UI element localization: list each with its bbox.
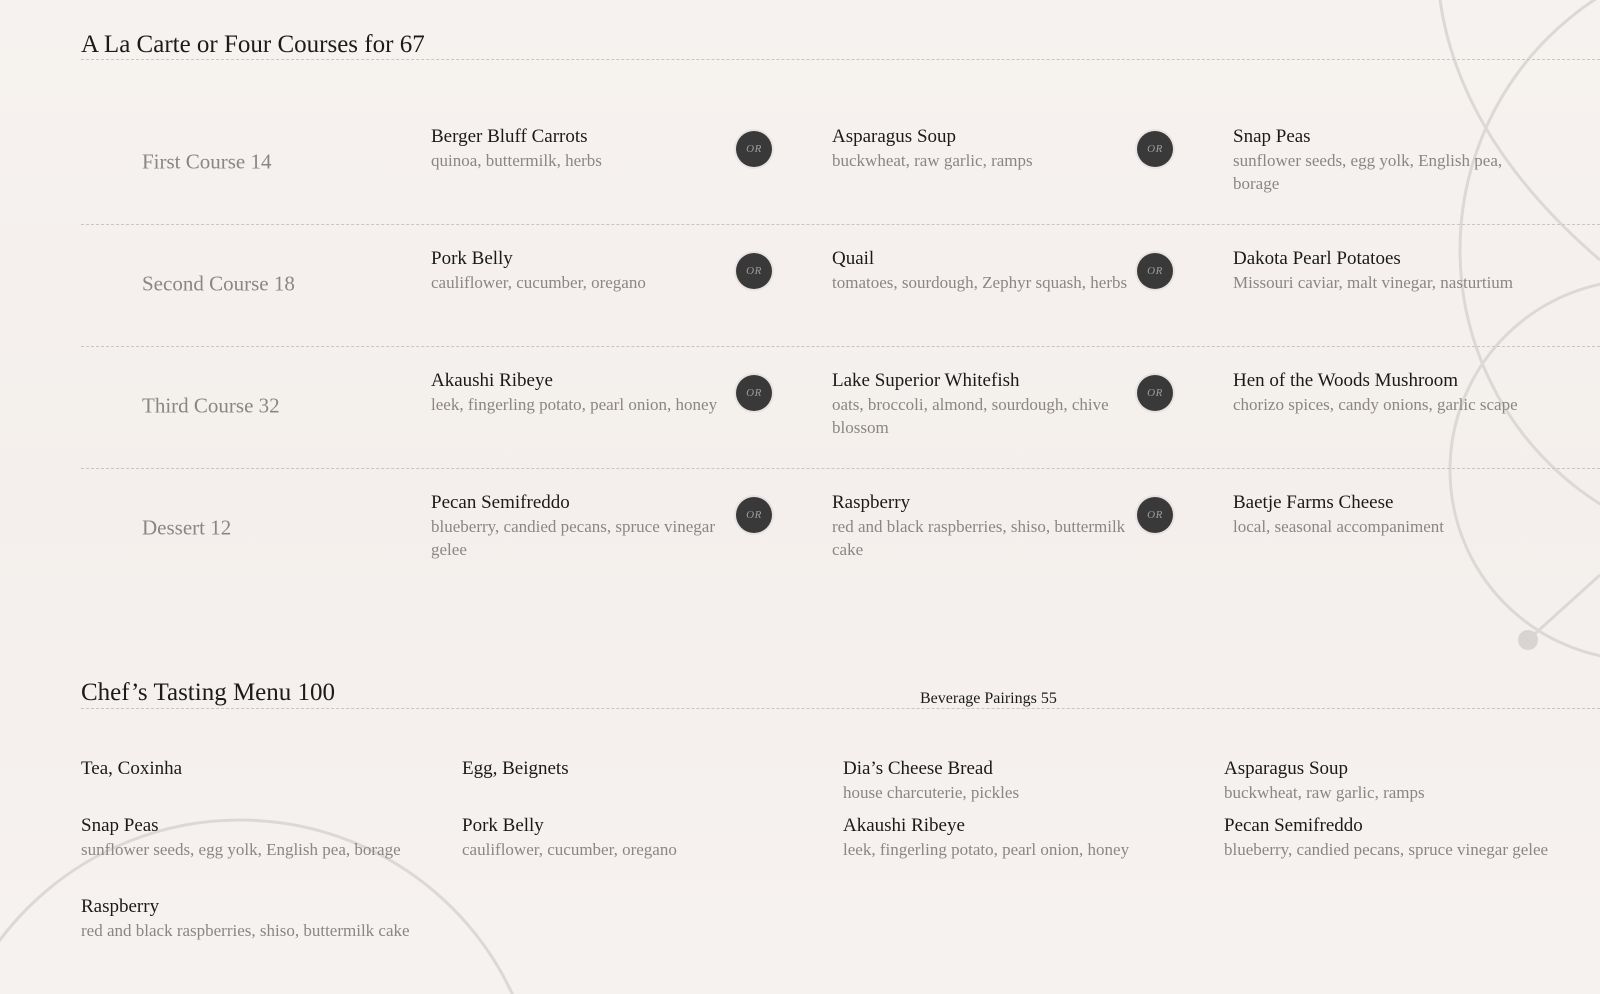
dish-name: Snap Peas: [1233, 126, 1311, 147]
tasting-item-name: Pork Belly: [462, 815, 544, 836]
tasting-item: [1224, 814, 1554, 861]
or-badge-icon: OR: [1137, 497, 1173, 533]
course-label: First Course 14: [142, 149, 272, 174]
tasting-item-name: Pecan Semifreddo: [1224, 815, 1363, 836]
dish-name: Quail: [832, 248, 875, 269]
course-row: [0, 349, 1600, 471]
tasting-item-name: Snap Peas: [81, 815, 159, 836]
course-label: Second Course 18: [142, 271, 295, 296]
beverage-pairings: Beverage Pairings 55: [920, 690, 1057, 707]
tasting-menu-title: Chef’s Tasting Menu 100: [81, 679, 336, 706]
tasting-item: [81, 757, 411, 781]
dish-description: cauliflower, cucumber, oregano: [431, 273, 646, 292]
dish-option: [832, 247, 1132, 294]
dish-name: Pecan Semifreddo: [431, 492, 570, 513]
tasting-item: [1224, 757, 1554, 804]
dish-name: Akaushi Ribeye: [431, 370, 553, 391]
tasting-item: [843, 814, 1173, 861]
dish-option: [1233, 491, 1533, 538]
tasting-item-description: red and black raspberries, shiso, buttermilk cake: [81, 921, 410, 940]
course-row: [0, 227, 1600, 349]
dish-description: blueberry, candied pecans, spruce vinegar gelee: [431, 517, 715, 559]
tasting-item-description: leek, fingerling potato, pearl onion, honey: [843, 840, 1130, 859]
dish-option: [1233, 369, 1533, 416]
dish-name: Pork Belly: [431, 248, 513, 269]
tasting-item: [462, 814, 792, 861]
course-label: Third Course 32: [142, 393, 280, 418]
row-divider: [81, 224, 1600, 225]
dish-description: tomatoes, sourdough, Zephyr squash, herbs: [832, 273, 1128, 292]
dish-name: Baetje Farms Cheese: [1233, 492, 1394, 513]
tasting-item: [81, 814, 411, 861]
dish-option: [431, 369, 731, 416]
row-divider: [81, 346, 1600, 347]
row-divider: [81, 468, 1600, 469]
tasting-item: [843, 757, 1173, 804]
or-badge-icon: OR: [1137, 253, 1173, 289]
tasting-item-name: Raspberry: [81, 896, 160, 917]
dish-option: [832, 491, 1132, 561]
dish-name: Berger Bluff Carrots: [431, 126, 588, 147]
or-badge-icon: OR: [1137, 375, 1173, 411]
section-divider: [81, 59, 1600, 60]
dish-name: Asparagus Soup: [832, 126, 957, 147]
course-row: [0, 105, 1600, 227]
dish-option: [1233, 247, 1533, 294]
dish-option: [431, 247, 731, 294]
dish-description: quinoa, buttermilk, herbs: [431, 151, 602, 170]
tasting-item-name: Akaushi Ribeye: [843, 815, 965, 836]
dish-description: buckwheat, raw garlic, ramps: [832, 151, 1033, 170]
dish-option: [431, 125, 731, 172]
dish-description: local, seasonal accompaniment: [1233, 517, 1444, 536]
dish-description: Missouri caviar, malt vinegar, nasturtium: [1233, 273, 1514, 292]
tasting-item-name: Tea, Coxinha: [81, 758, 183, 779]
dish-description: leek, fingerling potato, pearl onion, honey: [431, 395, 718, 414]
dish-description: oats, broccoli, almond, sourdough, chive blossom: [832, 395, 1109, 437]
tasting-item-name: Dia’s Cheese Bread: [843, 758, 993, 779]
dish-name: Hen of the Woods Mushroom: [1233, 370, 1459, 391]
dish-description: red and black raspberries, shiso, buttermilk cake: [832, 517, 1126, 559]
section-divider: [81, 708, 1600, 709]
dish-option: [431, 491, 731, 561]
tasting-item: [462, 757, 792, 781]
dish-option: [832, 369, 1132, 439]
or-badge-icon: OR: [736, 253, 772, 289]
dish-description: chorizo spices, candy onions, garlic scape: [1233, 395, 1518, 414]
course-label: Dessert 12: [142, 515, 232, 540]
dish-name: Lake Superior Whitefish: [832, 370, 1020, 391]
tasting-item-description: buckwheat, raw garlic, ramps: [1224, 783, 1425, 802]
tasting-item-description: house charcuterie, pickles: [843, 783, 1020, 802]
dish-name: Raspberry: [832, 492, 911, 513]
tasting-item-description: blueberry, candied pecans, spruce vinegar gelee: [1224, 840, 1549, 859]
tasting-item-description: cauliflower, cucumber, oregano: [462, 840, 677, 859]
dish-description: sunflower seeds, egg yolk, English pea, borage: [1233, 151, 1503, 193]
dish-option: [1233, 125, 1533, 195]
dish-name: Dakota Pearl Potatoes: [1233, 248, 1401, 269]
or-badge-icon: OR: [736, 131, 772, 167]
a-la-carte-title: A La Carte or Four Courses for 67: [81, 31, 425, 58]
course-row: [0, 471, 1600, 593]
or-badge-icon: OR: [736, 497, 772, 533]
or-badge-icon: OR: [1137, 131, 1173, 167]
tasting-item-name: Egg, Beignets: [462, 758, 569, 779]
tasting-item: [81, 895, 411, 942]
tasting-item-description: sunflower seeds, egg yolk, English pea, borage: [81, 840, 401, 859]
tasting-item-name: Asparagus Soup: [1224, 758, 1349, 779]
or-badge-icon: OR: [736, 375, 772, 411]
dish-option: [832, 125, 1132, 172]
